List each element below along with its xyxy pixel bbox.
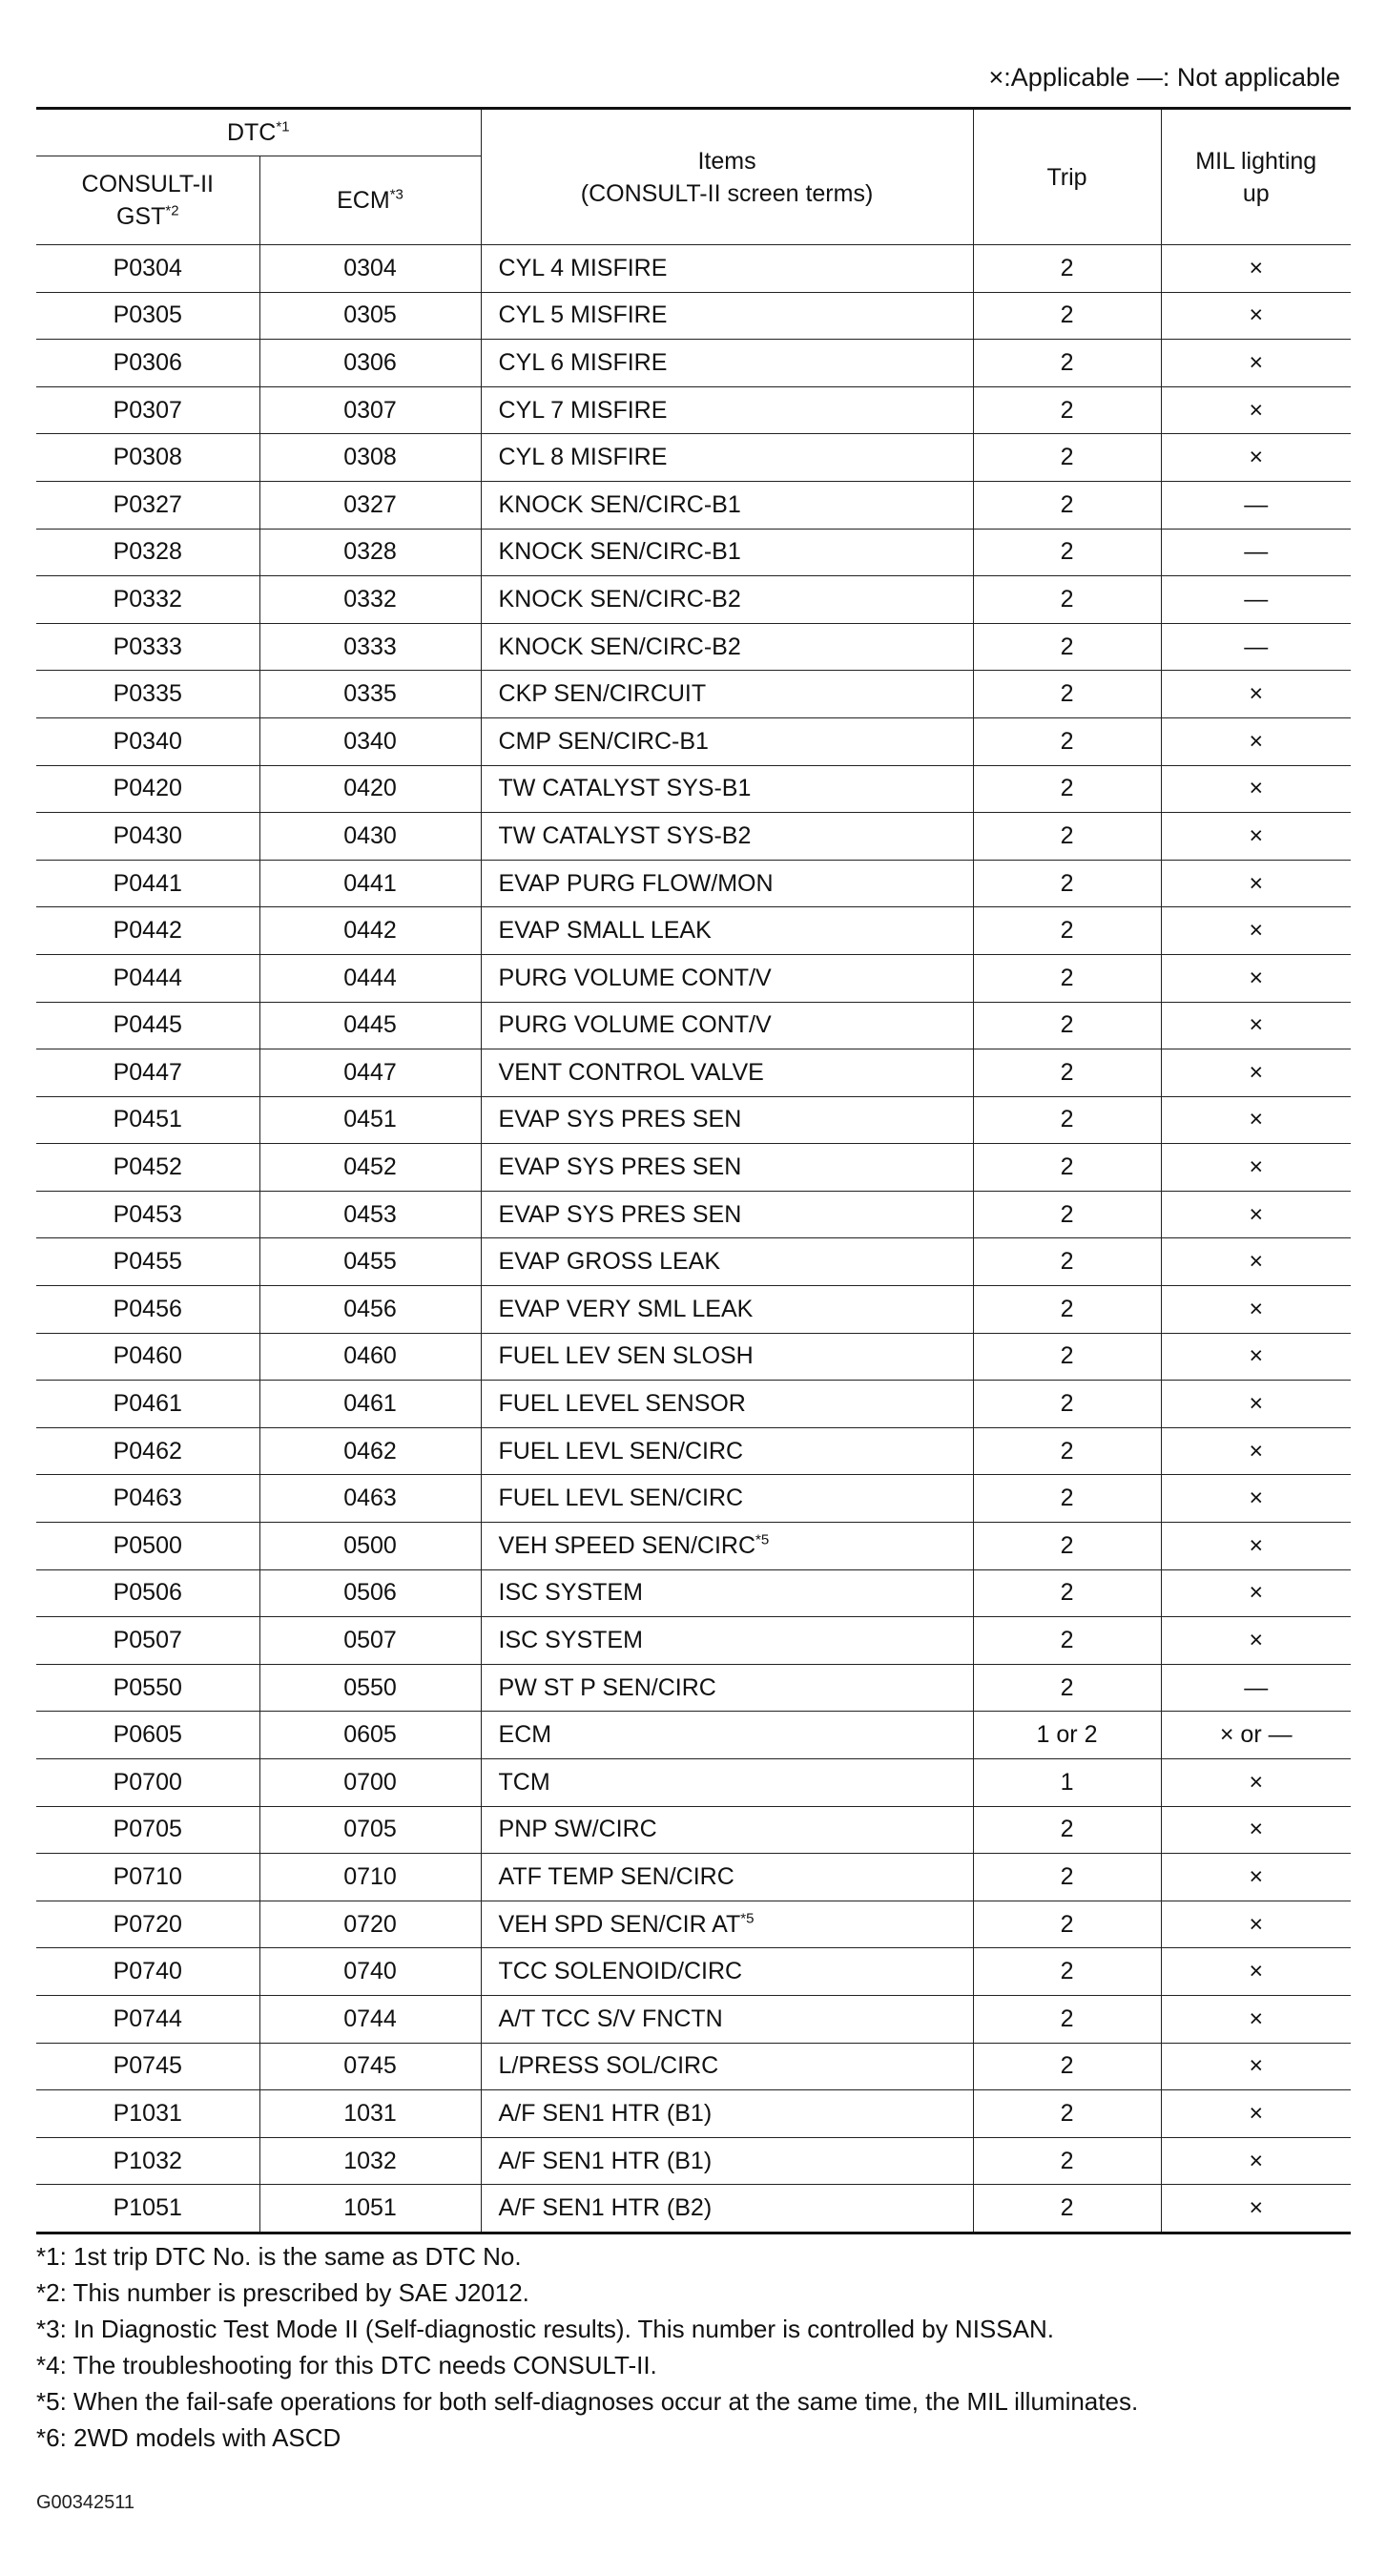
ecm-cell: 0455	[259, 1238, 481, 1286]
trip-cell: 2	[973, 765, 1161, 813]
trip-cell: 2	[973, 623, 1161, 671]
ecm-header: ECM$^{*3}$	[259, 156, 481, 245]
consult-gst-cell: P1031	[36, 2090, 259, 2138]
ecm-cell: 0452	[259, 1144, 481, 1192]
consult-gst-cell: P0710	[36, 1854, 259, 1901]
consult-gst-header: CONSULT-II GST$^{*2}$	[36, 156, 259, 245]
mil-cell: ×	[1161, 1096, 1351, 1144]
trip-cell: 2	[973, 1569, 1161, 1617]
mil-cell: ×	[1161, 717, 1351, 765]
item-cell: TW CATALYST SYS-B1	[481, 765, 973, 813]
ecm-cell: 0307	[259, 386, 481, 434]
footnote: *5: When the fail-safe operations for both self-diagnoses occur at the same time, the MIL illuminates.	[36, 2387, 1139, 2416]
trip-cell: 2	[973, 1854, 1161, 1901]
applicability-legend: ×:Applicable —: Not applicable	[988, 63, 1340, 92]
mil-cell: ×	[1161, 1144, 1351, 1192]
ecm-cell: 1031	[259, 2090, 481, 2138]
trip-cell: 2	[973, 1806, 1161, 1854]
item-cell: TCM	[481, 1759, 973, 1807]
ecm-cell: 0550	[259, 1664, 481, 1712]
consult-gst-cell: P0700	[36, 1759, 259, 1807]
ecm-cell: 0335	[259, 671, 481, 718]
trip-cell: 2	[973, 1664, 1161, 1712]
mil-cell: ×	[1161, 2137, 1351, 2185]
item-cell: ISC SYSTEM	[481, 1569, 973, 1617]
items-header: Items (CONSULT-II screen terms)	[481, 109, 973, 245]
ecm-cell: 0333	[259, 623, 481, 671]
header-row-top	[36, 109, 1351, 156]
mil-cell: ×	[1161, 813, 1351, 861]
mil-cell: ×	[1161, 1427, 1351, 1475]
item-cell: VEH SPD SEN/CIR AT$^{*5}$	[481, 1901, 973, 1948]
item-cell: VENT CONTROL VALVE	[481, 1049, 973, 1097]
mil-cell: ×	[1161, 1759, 1351, 1807]
item-cell: FUEL LEVL SEN/CIRC	[481, 1475, 973, 1523]
mil-cell: ×	[1161, 1523, 1351, 1570]
ecm-cell: 0444	[259, 954, 481, 1002]
trip-cell: 2	[973, 1523, 1161, 1570]
trip-cell: 2	[973, 2137, 1161, 2185]
item-cell: PW ST P SEN/CIRC	[481, 1664, 973, 1712]
item-cell: CKP SEN/CIRCUIT	[481, 671, 973, 718]
trip-header: Trip	[973, 109, 1161, 245]
consult-gst-cell: P0451	[36, 1096, 259, 1144]
ecm-cell: 1032	[259, 2137, 481, 2185]
consult-gst-cell: P0307	[36, 386, 259, 434]
mil-cell: ×	[1161, 2090, 1351, 2138]
item-cell: A/T TCC S/V FNCTN	[481, 1995, 973, 2043]
consult-gst-cell: P0456	[36, 1286, 259, 1334]
ecm-cell: 0420	[259, 765, 481, 813]
consult-gst-cell: P0463	[36, 1475, 259, 1523]
mil-cell: ×	[1161, 1475, 1351, 1523]
mil-cell: ×	[1161, 1381, 1351, 1428]
mil-cell: ×	[1161, 765, 1351, 813]
consult-gst-cell: P0430	[36, 813, 259, 861]
table-row	[36, 481, 1351, 529]
ecm-cell: 0507	[259, 1617, 481, 1665]
trip-cell: 1	[973, 1759, 1161, 1807]
mil-cell: ×	[1161, 1238, 1351, 1286]
consult-gst-cell: P0455	[36, 1238, 259, 1286]
mil-header: MIL lighting up	[1161, 109, 1351, 245]
item-cell: A/F SEN1 HTR (B1)	[481, 2090, 973, 2138]
consult-gst-cell: P1051	[36, 2185, 259, 2233]
trip-cell: 2	[973, 717, 1161, 765]
consult-gst-cell: P0328	[36, 529, 259, 576]
item-cell: CYL 5 MISFIRE	[481, 292, 973, 340]
consult-gst-cell: P0442	[36, 907, 259, 955]
ecm-cell: 0441	[259, 860, 481, 907]
trip-cell: 2	[973, 1002, 1161, 1049]
consult-gst-cell: P0327	[36, 481, 259, 529]
ecm-cell: 0710	[259, 1854, 481, 1901]
item-cell: ATF TEMP SEN/CIRC	[481, 1854, 973, 1901]
consult-gst-cell: P0500	[36, 1523, 259, 1570]
item-cell: L/PRESS SOL/CIRC	[481, 2043, 973, 2090]
item-cell: EVAP GROSS LEAK	[481, 1238, 973, 1286]
table-row	[36, 1096, 1351, 1144]
ecm-cell: 0328	[259, 529, 481, 576]
ecm-cell: 0445	[259, 1002, 481, 1049]
item-cell: PURG VOLUME CONT/V	[481, 1002, 973, 1049]
trip-cell: 1 or 2	[973, 1712, 1161, 1759]
footnote: *1: 1st trip DTC No. is the same as DTC No.	[36, 2242, 522, 2271]
item-cell: KNOCK SEN/CIRC-B1	[481, 481, 973, 529]
consult-gst-cell: P0335	[36, 671, 259, 718]
item-cell: CYL 8 MISFIRE	[481, 434, 973, 482]
footnotes	[36, 2238, 1372, 2456]
footnote: *2: This number is prescribed by SAE J2012.	[36, 2278, 529, 2307]
consult-gst-cell: P0462	[36, 1427, 259, 1475]
trip-cell: 2	[973, 1286, 1161, 1334]
table-row	[36, 434, 1351, 482]
ecm-cell: 0744	[259, 1995, 481, 2043]
consult-gst-cell: P0445	[36, 1002, 259, 1049]
item-cell: TW CATALYST SYS-B2	[481, 813, 973, 861]
trip-cell: 2	[973, 1381, 1161, 1428]
trip-cell: 2	[973, 2043, 1161, 2090]
table-row	[36, 1333, 1351, 1381]
footnote-ref: *5	[740, 1910, 755, 1927]
trip-cell: 2	[973, 434, 1161, 482]
table-row	[36, 1523, 1351, 1570]
consult-gst-cell: P0340	[36, 717, 259, 765]
consult-gst-cell: P1032	[36, 2137, 259, 2185]
ecm-cell: 0308	[259, 434, 481, 482]
table-row	[36, 860, 1351, 907]
consult-gst-cell: P0332	[36, 576, 259, 624]
mil-cell: ×	[1161, 1049, 1351, 1097]
item-cell: EVAP SYS PRES SEN	[481, 1096, 973, 1144]
mil-cell: ×	[1161, 1995, 1351, 2043]
ecm-cell: 0700	[259, 1759, 481, 1807]
figure-code: G00342511	[36, 2492, 135, 2513]
table-row	[36, 1144, 1351, 1192]
mil-cell: × or —	[1161, 1712, 1351, 1759]
consult-gst-cell: P0744	[36, 1995, 259, 2043]
table-row	[36, 1049, 1351, 1097]
item-cell: PNP SW/CIRC	[481, 1806, 973, 1854]
consult-gst-cell: P0461	[36, 1381, 259, 1428]
mil-cell: ×	[1161, 292, 1351, 340]
mil-cell: ×	[1161, 1617, 1351, 1665]
trip-cell: 2	[973, 1901, 1161, 1948]
item-cell: VEH SPEED SEN/CIRC$^{*5}$	[481, 1523, 973, 1570]
trip-cell: 2	[973, 2185, 1161, 2233]
table-row	[36, 1286, 1351, 1334]
mil-cell: ×	[1161, 860, 1351, 907]
table-row	[36, 1759, 1351, 1807]
item-cell: KNOCK SEN/CIRC-B2	[481, 576, 973, 624]
mil-cell: ×	[1161, 1286, 1351, 1334]
footnote: *4: The troubleshooting for this DTC needs CONSULT-II.	[36, 2351, 657, 2379]
mil-cell: —	[1161, 529, 1351, 576]
trip-cell: 2	[973, 1333, 1161, 1381]
mil-cell: ×	[1161, 2043, 1351, 2090]
mil-cell: ×	[1161, 1854, 1351, 1901]
ecm-cell: 0461	[259, 1381, 481, 1428]
mil-cell: ×	[1161, 1333, 1351, 1381]
footnote-ref: *5	[755, 1531, 770, 1548]
item-cell: FUEL LEVL SEN/CIRC	[481, 1427, 973, 1475]
mil-cell: —	[1161, 576, 1351, 624]
mil-cell: ×	[1161, 1901, 1351, 1948]
trip-cell: 2	[973, 1948, 1161, 1996]
consult-gst-cell: P0420	[36, 765, 259, 813]
table-row	[36, 1806, 1351, 1854]
ecm-cell: 0304	[259, 245, 481, 293]
ecm-cell: 0447	[259, 1049, 481, 1097]
ecm-cell: 1051	[259, 2185, 481, 2233]
mil-cell: —	[1161, 481, 1351, 529]
table-row	[36, 954, 1351, 1002]
trip-cell: 2	[973, 576, 1161, 624]
consult-gst-cell: P0605	[36, 1712, 259, 1759]
mil-cell: ×	[1161, 434, 1351, 482]
footnote: *3: In Diagnostic Test Mode II (Self-diagnostic results). This number is controlled by NISSAN.	[36, 2315, 1054, 2343]
table-row	[36, 907, 1351, 955]
trip-cell: 2	[973, 1238, 1161, 1286]
mil-cell: ×	[1161, 340, 1351, 387]
table-row	[36, 292, 1351, 340]
item-cell: ECM	[481, 1712, 973, 1759]
mil-cell: ×	[1161, 1002, 1351, 1049]
mil-cell: —	[1161, 623, 1351, 671]
mil-cell: ×	[1161, 1569, 1351, 1617]
trip-cell: 2	[973, 481, 1161, 529]
table-row	[36, 1617, 1351, 1665]
item-cell: FUEL LEV SEN SLOSH	[481, 1333, 973, 1381]
consult-gst-cell: P0453	[36, 1191, 259, 1238]
trip-cell: 2	[973, 292, 1161, 340]
trip-cell: 2	[973, 1049, 1161, 1097]
ecm-cell: 0430	[259, 813, 481, 861]
item-cell: A/F SEN1 HTR (B1)	[481, 2137, 973, 2185]
trip-cell: 2	[973, 1427, 1161, 1475]
consult-gst-cell: P0507	[36, 1617, 259, 1665]
item-cell: FUEL LEVEL SENSOR	[481, 1381, 973, 1428]
table-row	[36, 529, 1351, 576]
consult-gst-cell: P0506	[36, 1569, 259, 1617]
table-row	[36, 1381, 1351, 1428]
table-row	[36, 623, 1351, 671]
item-cell: PURG VOLUME CONT/V	[481, 954, 973, 1002]
ecm-cell: 0305	[259, 292, 481, 340]
item-cell: EVAP VERY SML LEAK	[481, 1286, 973, 1334]
trip-cell: 2	[973, 813, 1161, 861]
table-row	[36, 245, 1351, 293]
table-row	[36, 2137, 1351, 2185]
consult-gst-cell: P0705	[36, 1806, 259, 1854]
trip-cell: 2	[973, 1617, 1161, 1665]
table-row	[36, 671, 1351, 718]
item-cell: EVAP SYS PRES SEN	[481, 1191, 973, 1238]
ecm-cell: 0463	[259, 1475, 481, 1523]
table-row	[36, 717, 1351, 765]
mil-cell: ×	[1161, 954, 1351, 1002]
mil-cell: ×	[1161, 1948, 1351, 1996]
item-cell: KNOCK SEN/CIRC-B2	[481, 623, 973, 671]
mil-cell: ×	[1161, 386, 1351, 434]
table-row	[36, 2090, 1351, 2138]
mil-cell: ×	[1161, 671, 1351, 718]
consult-gst-cell: P0304	[36, 245, 259, 293]
mil-cell: —	[1161, 1664, 1351, 1712]
consult-gst-cell: P0740	[36, 1948, 259, 1996]
table-row	[36, 386, 1351, 434]
trip-cell: 2	[973, 907, 1161, 955]
consult-gst-cell: P0460	[36, 1333, 259, 1381]
trip-cell: 2	[973, 1191, 1161, 1238]
ecm-cell: 0327	[259, 481, 481, 529]
consult-gst-cell: P0720	[36, 1901, 259, 1948]
item-cell: EVAP SYS PRES SEN	[481, 1144, 973, 1192]
table-row	[36, 2043, 1351, 2090]
trip-cell: 2	[973, 386, 1161, 434]
table-row	[36, 1475, 1351, 1523]
ecm-cell: 0442	[259, 907, 481, 955]
trip-cell: 2	[973, 1096, 1161, 1144]
ecm-cell: 0506	[259, 1569, 481, 1617]
table-row	[36, 1948, 1351, 1996]
table-row	[36, 813, 1351, 861]
trip-cell: 2	[973, 671, 1161, 718]
ecm-cell: 0451	[259, 1096, 481, 1144]
table-row	[36, 1427, 1351, 1475]
trip-cell: 2	[973, 340, 1161, 387]
ecm-cell: 0306	[259, 340, 481, 387]
consult-gst-cell: P0444	[36, 954, 259, 1002]
mil-cell: ×	[1161, 1806, 1351, 1854]
table-row	[36, 1191, 1351, 1238]
dtc-table	[36, 107, 1351, 2234]
dtc-group-header: DTC$^{*1}$	[36, 109, 481, 156]
ecm-cell: 0460	[259, 1333, 481, 1381]
mil-cell: ×	[1161, 245, 1351, 293]
table-row	[36, 1712, 1351, 1759]
table-row	[36, 1238, 1351, 1286]
ecm-cell: 0705	[259, 1806, 481, 1854]
item-cell: EVAP SMALL LEAK	[481, 907, 973, 955]
table-row	[36, 1854, 1351, 1901]
consult-gst-cell: P0441	[36, 860, 259, 907]
table-row	[36, 1664, 1351, 1712]
ecm-cell: 0462	[259, 1427, 481, 1475]
trip-cell: 2	[973, 2090, 1161, 2138]
consult-gst-cell: P0745	[36, 2043, 259, 2090]
item-cell: TCC SOLENOID/CIRC	[481, 1948, 973, 1996]
ecm-cell: 0745	[259, 2043, 481, 2090]
item-cell: CMP SEN/CIRC-B1	[481, 717, 973, 765]
item-cell: CYL 7 MISFIRE	[481, 386, 973, 434]
table-row	[36, 1002, 1351, 1049]
ecm-cell: 0500	[259, 1523, 481, 1570]
footnote: *6: 2WD models with ASCD	[36, 2423, 341, 2452]
table-row	[36, 576, 1351, 624]
trip-cell: 2	[973, 245, 1161, 293]
trip-cell: 2	[973, 529, 1161, 576]
trip-cell: 2	[973, 954, 1161, 1002]
consult-gst-cell: P0306	[36, 340, 259, 387]
item-cell: CYL 4 MISFIRE	[481, 245, 973, 293]
consult-gst-cell: P0305	[36, 292, 259, 340]
item-cell: EVAP PURG FLOW/MON	[481, 860, 973, 907]
table-row	[36, 2185, 1351, 2233]
item-cell: ISC SYSTEM	[481, 1617, 973, 1665]
consult-gst-cell: P0447	[36, 1049, 259, 1097]
table-row	[36, 1995, 1351, 2043]
table-row	[36, 1569, 1351, 1617]
table-row	[36, 1901, 1351, 1948]
mil-cell: ×	[1161, 907, 1351, 955]
trip-cell: 2	[973, 860, 1161, 907]
ecm-cell: 0453	[259, 1191, 481, 1238]
trip-cell: 2	[973, 1144, 1161, 1192]
consult-gst-cell: P0333	[36, 623, 259, 671]
ecm-cell: 0456	[259, 1286, 481, 1334]
item-cell: KNOCK SEN/CIRC-B1	[481, 529, 973, 576]
consult-gst-cell: P0452	[36, 1144, 259, 1192]
mil-cell: ×	[1161, 1191, 1351, 1238]
consult-gst-cell: P0550	[36, 1664, 259, 1712]
ecm-cell: 0740	[259, 1948, 481, 1996]
trip-cell: 2	[973, 1995, 1161, 2043]
table-row	[36, 765, 1351, 813]
item-cell: A/F SEN1 HTR (B2)	[481, 2185, 973, 2233]
item-cell: CYL 6 MISFIRE	[481, 340, 973, 387]
trip-cell: 2	[973, 1475, 1161, 1523]
ecm-cell: 0340	[259, 717, 481, 765]
mil-cell: ×	[1161, 2185, 1351, 2233]
consult-gst-cell: P0308	[36, 434, 259, 482]
ecm-cell: 0332	[259, 576, 481, 624]
table-row	[36, 340, 1351, 387]
ecm-cell: 0605	[259, 1712, 481, 1759]
ecm-cell: 0720	[259, 1901, 481, 1948]
